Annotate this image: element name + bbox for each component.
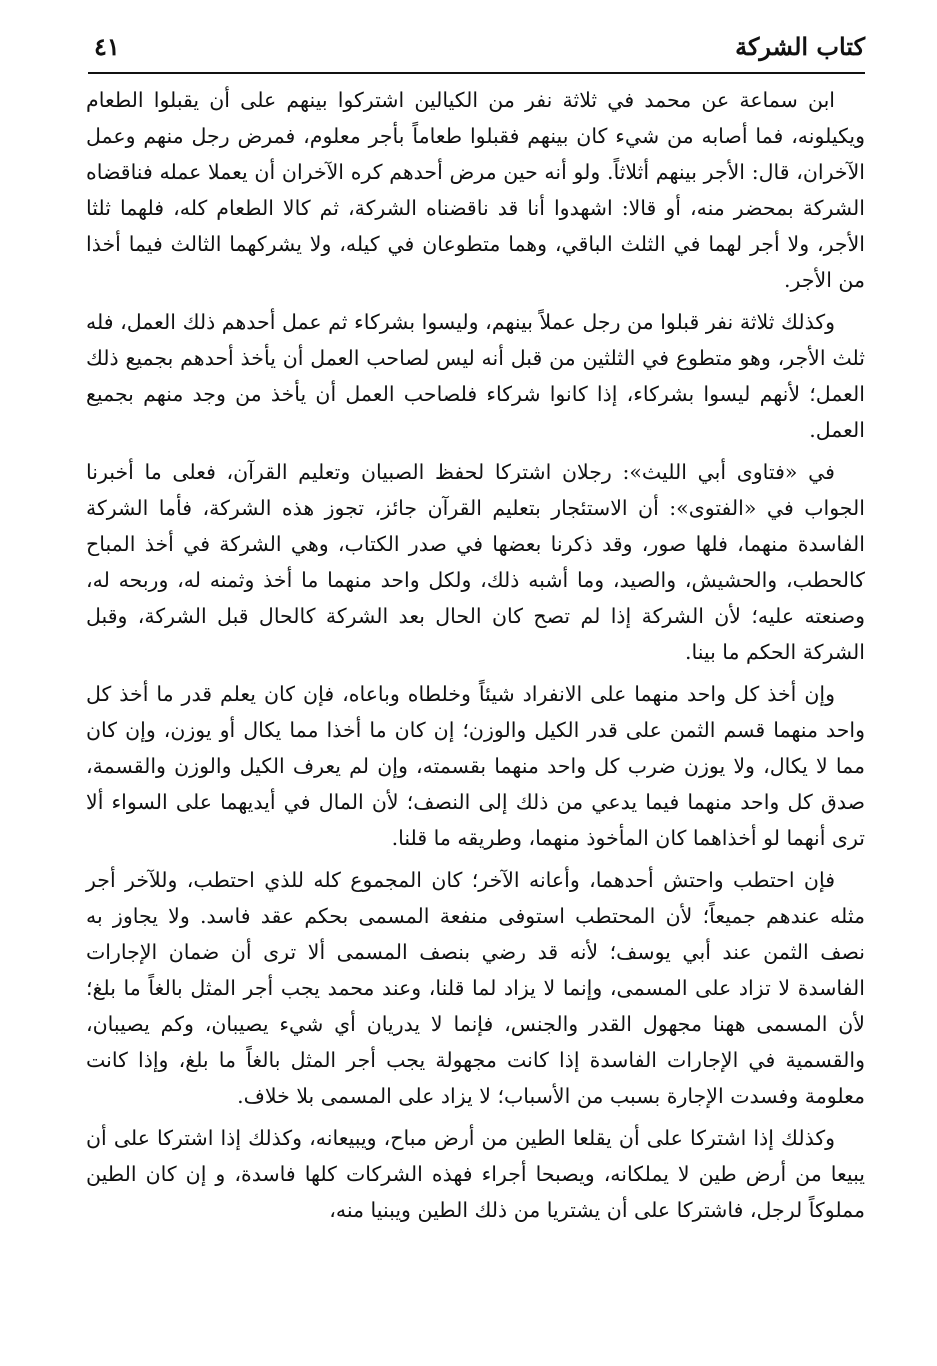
page-number: ٤١	[94, 32, 120, 61]
running-title: كتاب الشركة	[735, 32, 865, 61]
paragraph-1: ابن سماعة عن محمد في ثلاثة نفر من الكيالين اشتركوا بينهم على أن يقبلوا الطعام ويكيلونه، فما أصابه من شيء كان بينهم فقبلوا طعاماً بأجر معلوم، فمرض رجل منهم وعمل الآخران، قال: الأجر بينهم أثلاثاً. ولو أنه حين مرض أحدهم كره الآخران أن يعملا عمله فناقضاه الشركة بمحضر منه، أو قالا: اشهدوا أنا قد ناقضناه الشركة، ثم كالا الطعام كله، فلهما ثلثا الأجر، ولا أجر لهما في الثلث الباقي، وهما متطوعان في كيله، ولا يشركهما الثالث فيما أخذا من الأجر.	[86, 88, 865, 292]
paragraph-4: وإن أخذ كل واحد منهما على الانفراد شيئاً وخلطاه وباعاه، فإن كان يعلم قدر ما أخذ كل واحد منهما قسم الثمن على قدر الكيل والوزن؛ إن كان ما أخذا مما يكال أو يوزن، وإن كان مما لا يكال، ولا يوزن ضرب كل واحد منهما بقسمته، وإن لم يعرف الكيل والوزن والقسمة، صدق كل واحد منهما فيما يدعي من ذلك إلى النصف؛ لأن المال في أيديهما على السواء ألا ترى أنهما لو أخذاهما كان المأخوذ منهما، وطريقه ما قلنا.	[86, 682, 865, 850]
paragraph-2: وكذلك ثلاثة نفر قبلوا من رجل عملاً بينهم، وليسوا بشركاء ثم عمل أحدهم ذلك العمل، فله ثلث الأجر، وهو متطوع في الثلثين من قبل أنه ليس لصاحب العمل أن يأخذ أحدهم بجميع ذلك العمل؛ لأنهم ليسوا بشركاء، إذا كانوا شركاء فلصاحب العمل أن يأخذ من وجد منهم بجميع العمل.	[86, 310, 865, 442]
page-header	[88, 28, 865, 74]
paragraph-6: وكذلك إذا اشتركا على أن يقلعا الطين من أرض مباح، ويبيعانه، وكذلك إذا اشتركا على أن يبيعا من أرض طين لا يملكانه، ويصبحا أجراء فهذه الشركات كلها فاسدة، و إن كان الطين مملوكاً لرجل، فاشتركا على أن يشتريا من ذلك الطين ويبنيا منه،	[86, 1126, 865, 1222]
page-body	[86, 82, 865, 1234]
paragraph-5: فإن احتطب واحتش أحدهما، وأعانه الآخر؛ كان المجموع كله للذي احتطب، وللآخر أجر مثله عندهم جميعاً؛ لأن المحتطب استوفى منفعة المسمى بحكم عقد فاسد. ولا يجاوز به نصف الثمن عند أبي يوسف؛ لأنه قد رضي بنصف المسمى ألا ترى أن ضمان الإجارات الفاسدة لا تزاد على المسمى، وإنما لا يزاد لما قلنا، وعند محمد يجب أجر المثل بالغاً ما بلغ؛ لأن المسمى ههنا مجهول القدر والجنس، فإنما لا يدريان أي شيء يصيبان، وكم يصيبان، والقسمية في الإجارات الفاسدة إذا كانت مجهولة يجب أجر المثل بالغاً ما بلغ، وإذا كانت معلومة وفسدت الإجارة بسبب من الأسباب؛ لا يزاد على المسمى بلا خلاف.	[86, 868, 865, 1108]
paragraph-3: في «فتاوى أبي الليث»: رجلان اشتركا لحفظ الصبيان وتعليم القرآن، فعلى ما أخبرنا الجواب في «الفتوى»: أن الاستئجار بتعليم القرآن جائز، تجوز هذه الشركة، فأما الشركة الفاسدة منهما، فلها صور، وقد ذكرنا بعضها في صدر الكتاب، وهي الشركة في أخذ المباح كالحطب، والحشيش، والصيد، وما أشبه ذلك، ولكل واحد منهما ما أخذ وثمنه له، وربحه له، وصنعته عليه؛ لأن الشركة إذا لم تصح كان الحال بعد الشركة كالحال قبل الشركة، وقبل الشركة الحكم ما بينا.	[86, 460, 865, 664]
